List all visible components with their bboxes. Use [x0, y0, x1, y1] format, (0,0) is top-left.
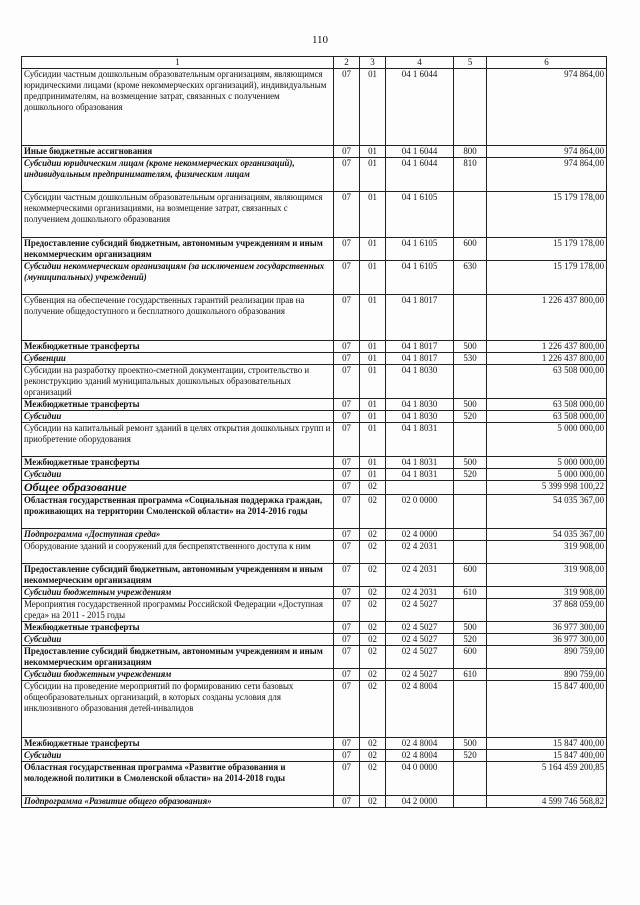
row-expense-type: 500	[454, 399, 487, 411]
row-target-article: 02 4 5027	[386, 599, 454, 622]
table-row	[22, 587, 607, 599]
row-expense-type: 530	[454, 353, 487, 365]
row-description: Субсидии	[22, 411, 334, 423]
row-description: Субсидии частным дошкольным образовательным организациям, являющимся юридическими лицами (кроме некоммерческих организаций), индивидуальным предпринимателям, на возмещение затрат, связанных с получением дошкольного образования	[22, 69, 334, 146]
table-row	[22, 762, 607, 796]
row-expense-type: 600	[454, 238, 487, 261]
row-expense-type: 600	[454, 646, 487, 669]
row-section-code: 07	[334, 411, 360, 423]
row-subsection-code: 02	[360, 646, 386, 669]
row-target-article: 02 4 5027	[386, 646, 454, 669]
table-row	[22, 238, 607, 261]
table-row	[22, 541, 607, 564]
row-subsection-code: 01	[360, 261, 386, 295]
row-section-code: 07	[334, 750, 360, 762]
row-amount: 974 864,00	[487, 158, 607, 192]
row-expense-type	[454, 365, 487, 399]
row-subsection-code: 01	[360, 341, 386, 353]
row-target-article: 02 4 2031	[386, 564, 454, 587]
row-target-article: 02 4 5027	[386, 634, 454, 646]
row-expense-type: 810	[454, 158, 487, 192]
row-target-article: 04 1 8031	[386, 457, 454, 469]
table-row	[22, 681, 607, 738]
row-section-code: 07	[334, 762, 360, 796]
row-target-article: 04 1 8030	[386, 365, 454, 399]
table-row	[22, 669, 607, 681]
row-expense-type	[454, 541, 487, 564]
row-section-code: 07	[334, 457, 360, 469]
row-subsection-code: 02	[360, 796, 386, 808]
row-description: Субсидии бюджетным учреждениям	[22, 587, 334, 599]
row-expense-type	[454, 529, 487, 541]
row-subsection-code: 01	[360, 469, 386, 481]
row-subsection-code: 01	[360, 411, 386, 423]
row-amount: 5 000 000,00	[487, 457, 607, 469]
row-subsection-code: 02	[360, 587, 386, 599]
row-description: Субсидии бюджетным учреждениям	[22, 669, 334, 681]
row-description: Предоставление субсидий бюджетным, автономным учреждениям и иным некоммерческим организациям	[22, 564, 334, 587]
row-expense-type	[454, 423, 487, 457]
table-row	[22, 457, 607, 469]
row-description: Областная государственная программа «Развитие образования и молодежной политики в Смоленской области» на 2014-2018 годы	[22, 762, 334, 796]
table-row	[22, 599, 607, 622]
row-description: Субсидии на разработку проектно-сметной документации, строительство и реконструкцию зданий муниципальных дошкольных образовательных организаций	[22, 365, 334, 399]
header-col-6: 6	[487, 57, 607, 69]
row-section-code: 07	[334, 669, 360, 681]
table-row	[22, 146, 607, 158]
row-subsection-code: 02	[360, 564, 386, 587]
table-row	[22, 750, 607, 762]
row-description: Субсидии на капитальный ремонт зданий в целях открытия дошкольных групп и приобретение оборудования	[22, 423, 334, 457]
row-target-article: 04 0 0000	[386, 762, 454, 796]
row-section-code: 07	[334, 399, 360, 411]
row-target-article: 04 1 6044	[386, 158, 454, 192]
row-amount: 890 759,00	[487, 669, 607, 681]
row-amount: 1 226 437 800,00	[487, 341, 607, 353]
row-description: Предоставление субсидий бюджетным, автономным учреждениям и иным некоммерческим организациям	[22, 646, 334, 669]
header-col-4: 4	[386, 57, 454, 69]
row-target-article: 02 4 8004	[386, 681, 454, 738]
row-amount: 974 864,00	[487, 69, 607, 146]
row-subsection-code: 01	[360, 423, 386, 457]
row-subsection-code: 02	[360, 681, 386, 738]
row-subsection-code: 02	[360, 529, 386, 541]
table-row	[22, 353, 607, 365]
row-description: Субсидии частным дошкольным образовательным организациям, являющимся некоммерческими организациями, на возмещение затрат, связанных с получением дошкольного образования	[22, 192, 334, 238]
row-subsection-code: 01	[360, 295, 386, 341]
row-description: Общее образование	[22, 481, 334, 495]
row-amount: 54 035 367,00	[487, 529, 607, 541]
row-subsection-code: 01	[360, 146, 386, 158]
row-target-article: 04 1 6105	[386, 192, 454, 238]
table-row	[22, 495, 607, 529]
row-expense-type: 630	[454, 261, 487, 295]
budget-table	[21, 56, 607, 808]
table-row	[22, 341, 607, 353]
header-col-5: 5	[454, 57, 487, 69]
row-target-article: 04 1 8030	[386, 399, 454, 411]
row-description: Межбюджетные трансферты	[22, 738, 334, 750]
table-row	[22, 365, 607, 399]
row-section-code: 07	[334, 796, 360, 808]
row-expense-type: 610	[454, 587, 487, 599]
row-amount: 1 226 437 800,00	[487, 353, 607, 365]
row-expense-type	[454, 481, 487, 495]
row-section-code: 07	[334, 192, 360, 238]
row-target-article	[386, 481, 454, 495]
row-description: Межбюджетные трансферты	[22, 399, 334, 411]
row-expense-type: 600	[454, 564, 487, 587]
table-row	[22, 158, 607, 192]
row-description: Субсидии	[22, 750, 334, 762]
row-amount: 974 864,00	[487, 146, 607, 158]
header-col-2: 2	[334, 57, 360, 69]
row-description: Межбюджетные трансферты	[22, 457, 334, 469]
row-target-article: 02 4 0000	[386, 529, 454, 541]
row-description: Подпрограмма «Доступная среда»	[22, 529, 334, 541]
table-row	[22, 69, 607, 146]
table-row	[22, 796, 607, 808]
row-target-article: 04 1 6105	[386, 261, 454, 295]
row-section-code: 07	[334, 634, 360, 646]
row-expense-type	[454, 762, 487, 796]
header-col-1: 1	[22, 57, 334, 69]
table-row	[22, 646, 607, 669]
row-section-code: 07	[334, 481, 360, 495]
row-subsection-code: 02	[360, 762, 386, 796]
row-expense-type: 800	[454, 146, 487, 158]
row-section-code: 07	[334, 738, 360, 750]
row-section-code: 07	[334, 261, 360, 295]
row-expense-type: 500	[454, 457, 487, 469]
row-section-code: 07	[334, 158, 360, 192]
row-section-code: 07	[334, 599, 360, 622]
row-description: Субсидии юридическим лицам (кроме некоммерческих организаций), индивидуальным предпринимателям, физическим лицам	[22, 158, 334, 192]
row-section-code: 07	[334, 469, 360, 481]
row-description: Субсидии некоммерческим организациям (за исключением государственных (муниципальных) учреждений)	[22, 261, 334, 295]
row-amount: 15 847 400,00	[487, 750, 607, 762]
row-subsection-code: 01	[360, 192, 386, 238]
row-target-article: 04 1 8017	[386, 353, 454, 365]
row-description: Субсидии	[22, 469, 334, 481]
row-section-code: 07	[334, 541, 360, 564]
row-description: Предоставление субсидий бюджетным, автономным учреждениям и иным некоммерческим организациям	[22, 238, 334, 261]
row-target-article: 04 1 8017	[386, 295, 454, 341]
row-target-article: 02 4 2031	[386, 587, 454, 599]
table-row	[22, 399, 607, 411]
row-subsection-code: 01	[360, 399, 386, 411]
row-amount: 15 179 178,00	[487, 238, 607, 261]
row-target-article: 04 1 8017	[386, 341, 454, 353]
row-amount: 890 759,00	[487, 646, 607, 669]
row-expense-type	[454, 295, 487, 341]
row-expense-type: 520	[454, 750, 487, 762]
row-expense-type	[454, 796, 487, 808]
row-expense-type: 520	[454, 411, 487, 423]
table-row	[22, 411, 607, 423]
row-amount: 319 908,00	[487, 587, 607, 599]
row-expense-type	[454, 495, 487, 529]
table-row	[22, 481, 607, 495]
row-subsection-code: 01	[360, 158, 386, 192]
table-row	[22, 622, 607, 634]
row-description: Оборудование зданий и сооружений для беспрепятственного доступа к ним	[22, 541, 334, 564]
row-section-code: 07	[334, 622, 360, 634]
row-amount: 15 847 400,00	[487, 681, 607, 738]
row-target-article: 02 0 0000	[386, 495, 454, 529]
row-amount: 5 399 998 100,22	[487, 481, 607, 495]
row-expense-type: 610	[454, 669, 487, 681]
row-description: Субвенции	[22, 353, 334, 365]
row-subsection-code: 02	[360, 599, 386, 622]
row-section-code: 07	[334, 295, 360, 341]
row-target-article: 02 4 5027	[386, 622, 454, 634]
row-expense-type	[454, 599, 487, 622]
row-subsection-code: 02	[360, 669, 386, 681]
row-expense-type: 500	[454, 738, 487, 750]
row-subsection-code: 01	[360, 457, 386, 469]
row-section-code: 07	[334, 238, 360, 261]
table-body	[22, 69, 607, 808]
row-amount: 36 977 300,00	[487, 622, 607, 634]
row-section-code: 07	[334, 564, 360, 587]
row-description: Областная государственная программа «Социальная поддержка граждан, проживающих на территории Смоленской области» на 2014-2016 годы	[22, 495, 334, 529]
row-subsection-code: 01	[360, 353, 386, 365]
row-section-code: 07	[334, 529, 360, 541]
row-target-article: 02 4 5027	[386, 669, 454, 681]
row-amount: 5 164 459 200,85	[487, 762, 607, 796]
table-row	[22, 738, 607, 750]
row-target-article: 02 4 2031	[386, 541, 454, 564]
row-amount: 63 508 000,00	[487, 399, 607, 411]
row-section-code: 07	[334, 646, 360, 669]
row-amount: 4 599 746 568,82	[487, 796, 607, 808]
row-expense-type	[454, 192, 487, 238]
row-description: Иные бюджетные ассигнования	[22, 146, 334, 158]
row-amount: 319 908,00	[487, 564, 607, 587]
row-description: Межбюджетные трансферты	[22, 341, 334, 353]
row-section-code: 07	[334, 365, 360, 399]
row-section-code: 07	[334, 353, 360, 365]
row-description: Субвенция на обеспечение государственных гарантий реализации прав на получение общедоступного и бесплатного дошкольного образования	[22, 295, 334, 341]
row-description: Подпрограмма «Развитие общего образования»	[22, 796, 334, 808]
table-row	[22, 295, 607, 341]
row-expense-type: 520	[454, 634, 487, 646]
row-section-code: 07	[334, 341, 360, 353]
table-header-row	[22, 57, 607, 69]
row-section-code: 07	[334, 146, 360, 158]
row-subsection-code: 01	[360, 238, 386, 261]
row-section-code: 07	[334, 495, 360, 529]
row-subsection-code: 02	[360, 634, 386, 646]
row-subsection-code: 02	[360, 622, 386, 634]
row-target-article: 04 1 8030	[386, 411, 454, 423]
row-target-article: 04 1 6105	[386, 238, 454, 261]
table-row	[22, 634, 607, 646]
row-expense-type	[454, 69, 487, 146]
row-target-article: 04 1 6044	[386, 69, 454, 146]
row-amount: 5 000 000,00	[487, 423, 607, 457]
row-amount: 5 000 000,00	[487, 469, 607, 481]
row-amount: 54 035 367,00	[487, 495, 607, 529]
row-subsection-code: 02	[360, 750, 386, 762]
table-row	[22, 261, 607, 295]
row-section-code: 07	[334, 681, 360, 738]
row-amount: 15 179 178,00	[487, 261, 607, 295]
row-amount: 63 508 000,00	[487, 411, 607, 423]
page-number: 110	[311, 34, 329, 46]
header-col-3: 3	[360, 57, 386, 69]
row-target-article: 04 1 6044	[386, 146, 454, 158]
table-row	[22, 192, 607, 238]
row-subsection-code: 02	[360, 481, 386, 495]
row-target-article: 04 2 0000	[386, 796, 454, 808]
row-section-code: 07	[334, 587, 360, 599]
row-expense-type: 500	[454, 622, 487, 634]
row-subsection-code: 02	[360, 738, 386, 750]
table-row	[22, 529, 607, 541]
row-subsection-code: 02	[360, 541, 386, 564]
row-description: Субсидии на проведение мероприятий по формированию сети базовых общеобразовательных организаций, в которых созданы условия для инклюзивного образования детей-инвалидов	[22, 681, 334, 738]
row-description: Субсидии	[22, 634, 334, 646]
row-amount: 36 977 300,00	[487, 634, 607, 646]
row-subsection-code: 01	[360, 365, 386, 399]
row-amount: 319 908,00	[487, 541, 607, 564]
row-amount: 37 868 059,00	[487, 599, 607, 622]
row-target-article: 04 1 8031	[386, 423, 454, 457]
row-target-article: 04 1 8031	[386, 469, 454, 481]
table-row	[22, 469, 607, 481]
row-amount: 1 226 437 800,00	[487, 295, 607, 341]
row-expense-type: 520	[454, 469, 487, 481]
row-target-article: 02 4 8004	[386, 750, 454, 762]
row-expense-type	[454, 681, 487, 738]
row-target-article: 02 4 8004	[386, 738, 454, 750]
row-subsection-code: 01	[360, 69, 386, 146]
row-amount: 15 847 400,00	[487, 738, 607, 750]
row-description: Мероприятия государственной программы Российской Федерации «Доступная среда» на 2011 - 2015 годы	[22, 599, 334, 622]
table-row	[22, 423, 607, 457]
row-amount: 15 179 178,00	[487, 192, 607, 238]
row-subsection-code: 02	[360, 495, 386, 529]
table-row	[22, 564, 607, 587]
row-section-code: 07	[334, 69, 360, 146]
row-expense-type: 500	[454, 341, 487, 353]
row-section-code: 07	[334, 423, 360, 457]
row-amount: 63 508 000,00	[487, 365, 607, 399]
row-description: Межбюджетные трансферты	[22, 622, 334, 634]
